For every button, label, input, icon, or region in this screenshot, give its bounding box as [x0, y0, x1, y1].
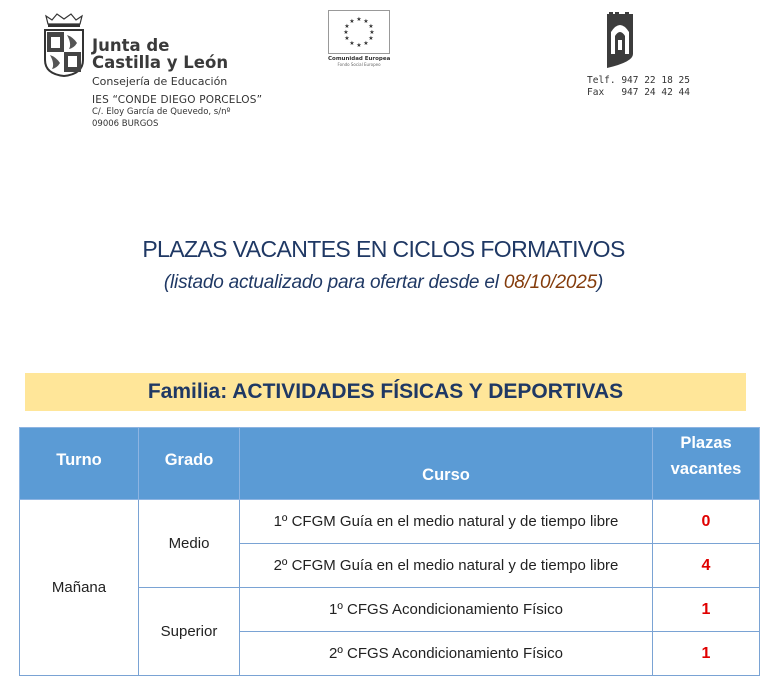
plazas-cell: 4	[653, 544, 760, 588]
svg-text:★: ★	[344, 35, 350, 42]
svg-text:★: ★	[344, 23, 350, 30]
header-curso: Curso	[240, 428, 653, 500]
school-name: IES “CONDE DIEGO PORCELOS”	[92, 94, 263, 106]
eu-flag-icon	[328, 10, 390, 54]
curso-cell: 1º CFGM Guía en el medio natural y de tiempo libre	[240, 500, 653, 544]
table-header-row	[20, 428, 760, 500]
svg-text:★: ★	[368, 35, 374, 42]
svg-text:★: ★	[343, 29, 349, 36]
department-name: Consejería de Educación	[92, 75, 228, 88]
burgos-crest-icon	[605, 10, 635, 68]
contact-info	[587, 75, 690, 99]
subtitle-prefix: (listado actualizado para ofertar desde el	[163, 272, 504, 293]
svg-text:★: ★	[363, 40, 369, 47]
header-grado: Grado	[139, 428, 240, 500]
header-plazas	[653, 428, 760, 500]
header-plazas-line1: Plazas	[680, 434, 732, 452]
svg-text:★: ★	[356, 16, 362, 23]
page-title: PLAZAS VACANTES EN CICLOS FORMATIVOS	[142, 236, 625, 262]
turno-cell: Mañana	[20, 500, 139, 676]
svg-text:★: ★	[349, 18, 355, 25]
grado-cell-medio: Medio	[139, 500, 240, 588]
subtitle-suffix: )	[596, 272, 604, 293]
school-city: 09006 BURGOS	[92, 119, 159, 129]
eu-label: Comunidad Europea	[328, 56, 391, 62]
svg-text:★: ★	[349, 40, 355, 47]
curso-cell: 2º CFGM Guía en el medio natural y de tiempo libre	[240, 544, 653, 588]
page-subtitle	[0, 272, 767, 294]
school-address: C/. Eloy García de Quevedo, s/nº	[92, 107, 231, 117]
table-row	[20, 500, 760, 544]
header-plazas-line2: vacantes	[670, 460, 742, 478]
junta-name-line1: Junta de	[92, 36, 170, 55]
eu-logo-block	[328, 10, 390, 67]
svg-text:★: ★	[363, 18, 369, 25]
plazas-cell: 1	[653, 632, 760, 676]
grado-cell-superior: Superior	[139, 588, 240, 676]
junta-name-line2: Castilla y León	[92, 53, 229, 72]
svg-text:★: ★	[369, 29, 375, 36]
fax-number: Fax 947 24 42 44	[587, 87, 690, 98]
svg-text:★: ★	[368, 23, 374, 30]
junta-coat-of-arms-icon	[42, 10, 86, 78]
family-banner: Familia: ACTIVIDADES FÍSICAS Y DEPORTIVAS	[25, 373, 746, 411]
plazas-cell: 0	[653, 500, 760, 544]
curso-cell: 1º CFGS Acondicionamiento Físico	[240, 588, 653, 632]
curso-cell: 2º CFGS Acondicionamiento Físico	[240, 632, 653, 676]
vacancies-table	[19, 427, 760, 676]
phone-number: Telf. 947 22 18 25	[587, 75, 690, 86]
junta-name	[92, 37, 228, 71]
update-date: 08/10/2025	[503, 272, 597, 293]
plazas-cell: 1	[653, 588, 760, 632]
eu-sublabel: Fondo Social Europeo	[337, 62, 381, 67]
header-turno: Turno	[20, 428, 139, 500]
svg-text:★: ★	[356, 42, 362, 49]
